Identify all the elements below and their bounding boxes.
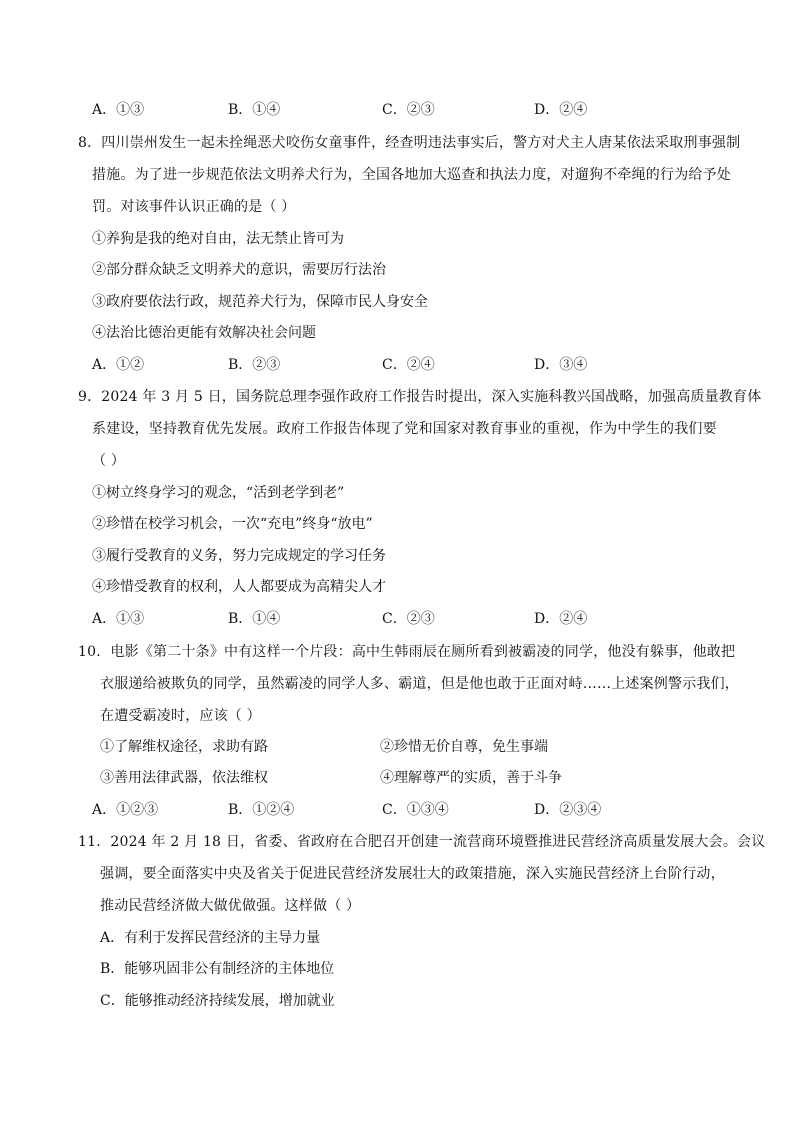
option-c: C．能够推动经济持续发展，增加就业 [100, 993, 335, 1009]
question-11-stem-line-1: 11．2024 年 2 月 18 日，省委、省政府在合肥召开创建一流营商环境暨推进民营经济高质量发展大会。会议 [78, 834, 766, 850]
option-a: A．有利于发挥民营经济的主导力量 [100, 930, 321, 946]
option-a: A．①② [92, 357, 145, 373]
question-8-stem-line-3: 罚。对该事件认识正确的是（ ） [92, 199, 296, 215]
option-d: D．②④ [534, 102, 588, 118]
question-10-stem-line-3: 在遭受霸凌时，应该（ ） [100, 708, 261, 724]
option-c: C．②④ [382, 357, 435, 373]
question-11-stem-line-2: 强调，要全面落实中央及省关于促进民营经济发展壮大的政策措施，深入实施民营经济上台阶行动， [100, 866, 725, 882]
question-10-stem-line-2: 衣服递给被欺负的同学，虽然霸凌的同学人多、霸道，但是他也敢于正面对峙……上述案例警示我们， [100, 676, 739, 692]
option-b: B．①②④ [228, 802, 295, 818]
question-11-stem-line-3: 推动民营经济做大做优做强。这样做（ ） [100, 898, 361, 914]
question-10-statement-2: ②珍惜无价自尊，免生事端 [380, 739, 548, 755]
question-8-stem-line-1: 8．四川崇州发生一起未拴绳恶犬咬伤女童事件，经查明违法事实后，警方对犬主人唐某依法采取刑事强制 [78, 135, 741, 151]
question-9-statement-1: ①树立终身学习的观念，“活到老学到老” [92, 485, 345, 501]
option-c: C．①③④ [382, 802, 449, 818]
option-b: B．①④ [228, 102, 281, 118]
question-10-stem-line-1: 10．电影《第二十条》中有这样一个片段：高中生韩雨辰在厕所看到被霸凌的同学，他没有躲事，他敢把 [78, 644, 736, 660]
option-d: D．②④ [534, 611, 588, 627]
option-d: D．②③④ [534, 802, 602, 818]
question-9-statement-2: ②珍惜在校学习机会，一次“充电”终身“放电” [92, 516, 373, 532]
question-10-statement-4: ④理解尊严的实质，善于斗争 [380, 770, 562, 786]
option-c: C．②③ [382, 102, 435, 118]
question-9-stem-line-1: 9．2024 年 3 月 5 日，国务院总理李强作政府工作报告时提出，深入实施科教兴国战略，加强高质量教育体 [78, 389, 762, 405]
question-10-statement-1: ①了解维权途径，求助有路 [100, 739, 268, 755]
question-8-statement-4: ④法治比德治更能有效解决社会问题 [92, 325, 316, 341]
option-a: A．①②③ [92, 802, 159, 818]
question-9-statement-3: ③履行受教育的义务，努力完成规定的学习任务 [92, 548, 386, 564]
option-b: B．能够巩固非公有制经济的主体地位 [100, 961, 335, 977]
question-8-statement-1: ①养狗是我的绝对自由，法无禁止皆可为 [92, 231, 344, 247]
question-8-stem-line-2: 措施。为了进一步规范依法文明养犬行为，全国各地加大巡查和执法力度，对遛狗不牵绳的行为给予处 [92, 167, 731, 183]
question-8-statement-2: ②部分群众缺乏文明养犬的意识，需要厉行法治 [92, 262, 386, 278]
option-d: D．③④ [534, 357, 588, 373]
option-a: A．①③ [92, 102, 145, 118]
question-9-stem-line-2: 系建设，坚持教育优先发展。政府工作报告体现了党和国家对教育事业的重视，作为中学生的我们要 [92, 421, 717, 437]
question-9-statement-4: ④珍惜受教育的权利，人人都要成为高精尖人才 [92, 579, 386, 595]
question-9-stem-line-3: （ ） [92, 453, 126, 469]
option-c: C．②③ [382, 611, 435, 627]
question-10-statement-3: ③善用法律武器，依法维权 [100, 770, 268, 786]
question-8-statement-3: ③政府要依法行政，规范养犬行为，保障市民人身安全 [92, 294, 428, 310]
option-b: B．②③ [228, 357, 281, 373]
option-a: A．①③ [92, 611, 145, 627]
option-b: B．①④ [228, 611, 281, 627]
